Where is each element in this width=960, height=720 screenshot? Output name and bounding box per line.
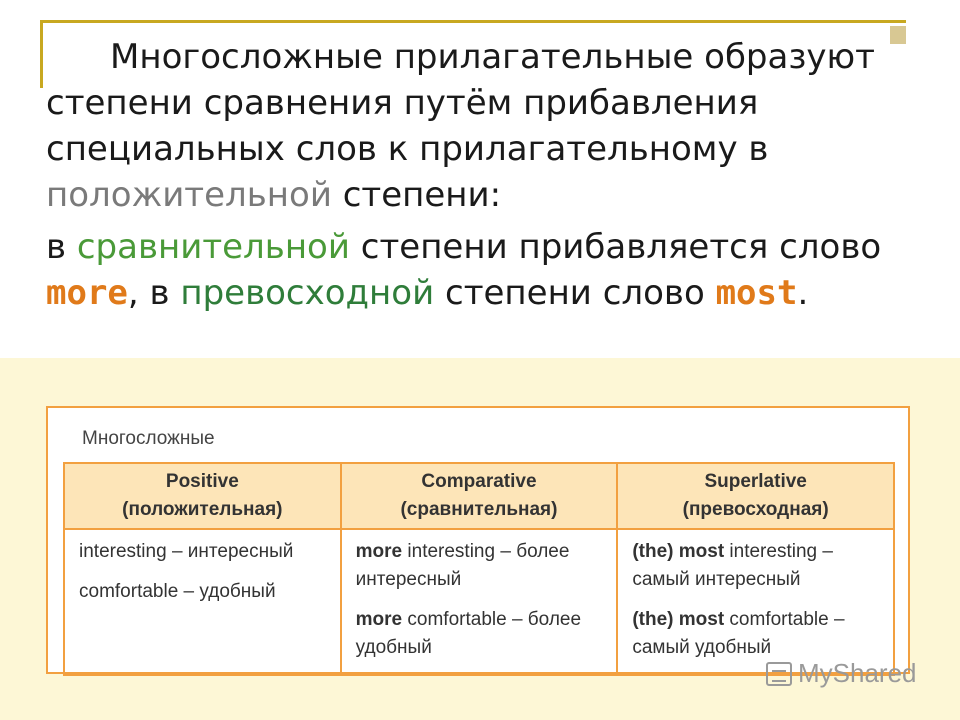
header-superlative-en: Superlative [704,471,807,492]
comparative-text: interesting – более интересный [355,541,570,590]
header-comparative-ru: (сравнительная) [400,499,558,520]
superlative-keyword: (the) most [632,609,725,630]
keyword-more: more [46,273,128,313]
header-positive-en: Positive [165,471,239,492]
intro-line1-end: степени: [342,175,502,215]
intro-line1: Многосложные прилагательные образуют степени сравнения путём прибавления специальных слов к прилагательному в [46,37,875,169]
superlative-text: interesting – самый интересный [632,541,833,590]
header-comparative-en: Comparative [421,471,537,492]
table-row [64,529,894,675]
intro-text [46,34,946,316]
superlative-word: превосходной [180,273,435,313]
p2-start: в [46,227,67,267]
comparative-keyword: more [355,609,403,630]
superlative-text: comfortable – самый удобный [632,609,845,658]
comparative-entry [356,606,605,662]
superlative-entry [632,538,881,594]
p2-end: . [797,273,809,313]
positive-entry: comfortable – удобный [79,581,276,602]
p2-after-more: , в [127,273,170,313]
watermark [766,658,917,689]
comparative-entry [356,538,605,594]
card-title: Многосложные [82,428,215,449]
presentation-icon [766,662,792,686]
comparative-cell [341,529,618,675]
positive-entry: interesting – интересный [79,541,294,562]
superlative-entry [632,606,881,662]
table-header-row [64,463,894,529]
comparison-table [63,462,895,676]
intro-paragraph-1 [46,34,946,218]
superlative-keyword: (the) most [632,541,725,562]
positive-word: положительной [46,175,332,215]
comparison-card [46,406,910,674]
header-superlative [617,463,894,529]
intro-paragraph-2 [46,224,946,316]
comparative-text: comfortable – более удобный [355,609,582,658]
comparative-word: сравнительной [76,227,350,267]
header-positive-ru: (положительная) [122,499,283,520]
decorative-vertical-line [40,20,43,88]
header-positive [64,463,341,529]
p2-mid2: степени слово [445,273,705,313]
keyword-most: most [715,273,798,313]
watermark-text: MyShared [798,658,917,688]
header-superlative-ru: (превосходная) [682,499,829,520]
header-comparative [341,463,618,529]
comparative-keyword: more [355,541,403,562]
decorative-horizontal-line [40,20,906,23]
superlative-cell [617,529,894,675]
positive-cell [64,529,341,675]
p2-mid: степени прибавляется слово [360,227,882,267]
